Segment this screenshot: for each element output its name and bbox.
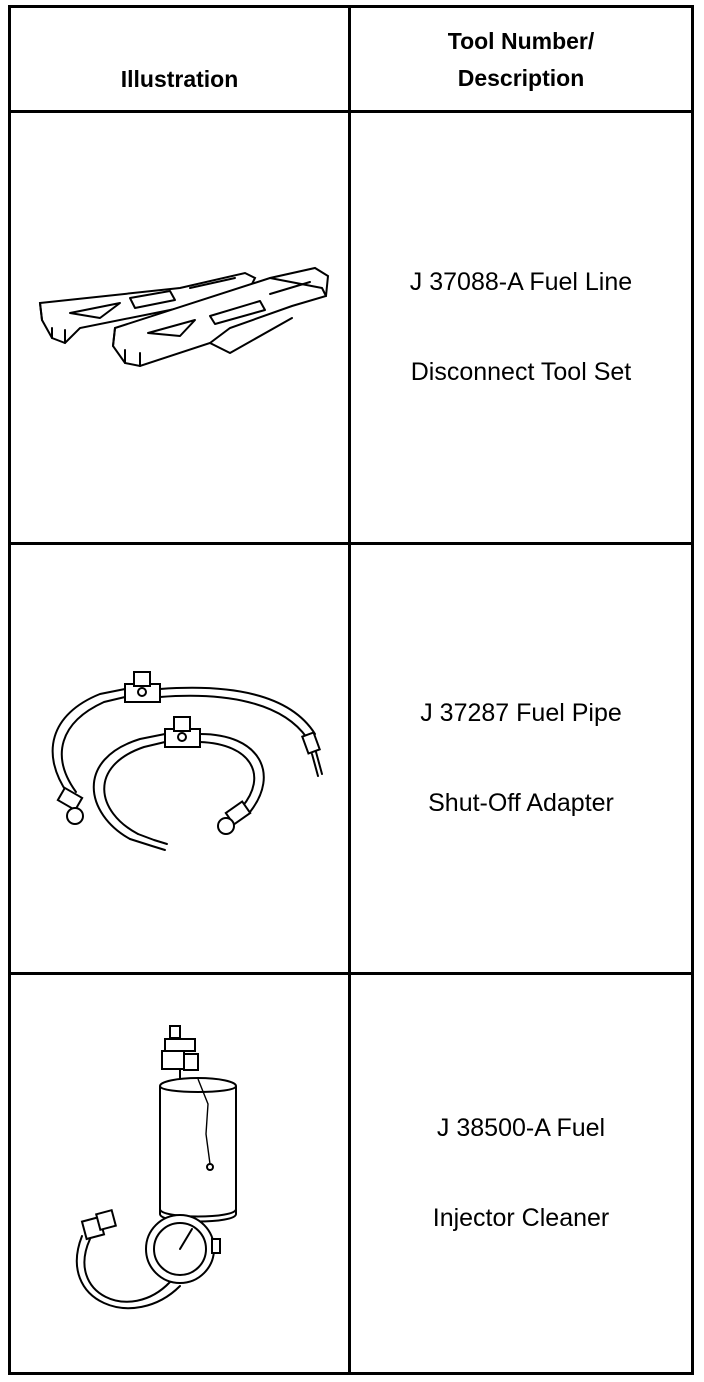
tool-table: [8, 5, 694, 1375]
tool-name: Shut-Off Adapter: [428, 789, 614, 817]
tool-description: [433, 1061, 609, 1286]
tool-number: J 37287 Fuel Pipe: [420, 699, 622, 727]
header-cell-illustration: [11, 8, 351, 110]
illustration-cell: [11, 545, 351, 972]
header-tool-number-line1: Tool Number/: [447, 28, 595, 54]
table-row: [11, 113, 691, 545]
header-cell-tool-number: [351, 8, 691, 110]
tool-description: [410, 215, 632, 440]
illustration-cell: [11, 113, 351, 542]
header-tool-number: [448, 21, 595, 97]
fuel-line-disconnect-tool-icon: [30, 258, 330, 398]
illustration-cell: [11, 975, 351, 1372]
fuel-injector-cleaner-icon: [70, 1024, 290, 1324]
tool-name: Injector Cleaner: [432, 1204, 610, 1232]
description-cell: [351, 113, 691, 542]
description-cell: [351, 545, 691, 972]
description-cell: [351, 975, 691, 1372]
header-tool-number-line2: Description: [457, 65, 585, 91]
tool-number: J 37088-A Fuel Line: [409, 268, 633, 296]
table-header-row: [11, 8, 691, 113]
tool-description: [420, 646, 622, 871]
table-row: [11, 975, 691, 1372]
table-row: [11, 545, 691, 975]
fuel-pipe-shutoff-adapter-icon: [30, 664, 330, 854]
header-illustration: Illustration: [120, 65, 239, 92]
tool-number: J 38500-A Fuel: [436, 1114, 606, 1142]
tool-name: Disconnect Tool Set: [410, 358, 632, 386]
